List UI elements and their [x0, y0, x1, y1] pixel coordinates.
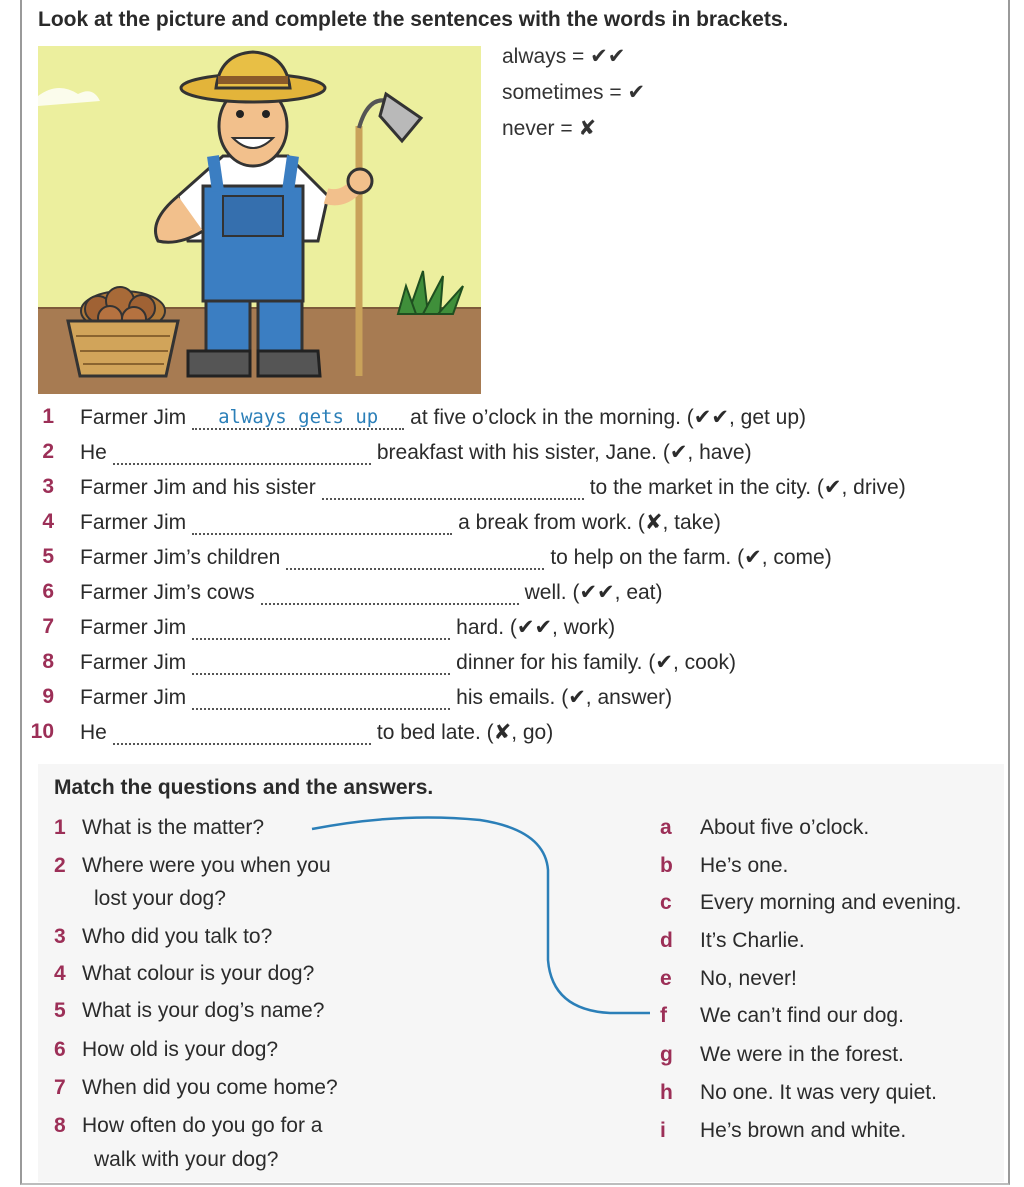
answer-blank-7[interactable] — [192, 618, 450, 640]
question-5: 5 What is your dog’s name? — [54, 999, 325, 1022]
answer-blank-10[interactable] — [113, 723, 371, 745]
answer-a: a About five o’clock. — [660, 816, 870, 839]
question-3: 3 Who did you talk to? — [54, 925, 273, 948]
exercise-1-list — [30, 405, 1020, 755]
answer-e: e No, never! — [660, 967, 797, 990]
farmer-illustration — [38, 46, 481, 394]
answer-d: d It’s Charlie. — [660, 929, 805, 952]
question-8: 8 How often do you go for a — [54, 1114, 323, 1137]
question-4: 4 What colour is your dog? — [54, 962, 315, 985]
answer-f: f We can’t find our dog. — [660, 1004, 904, 1027]
sentence-6: 6 Farmer Jim’s cows well. (✔✔, eat) — [42, 580, 663, 604]
sentence-8: 8 Farmer Jim dinner for his family. (✔, cook) — [42, 650, 736, 674]
answer-blank-3[interactable] — [322, 478, 584, 500]
exercise-2-title: Match the questions and the answers. — [54, 776, 434, 799]
legend-sometimes: sometimes = ✔ — [502, 81, 646, 104]
question-1: 1 What is the matter? — [54, 816, 265, 839]
answer-blank-6[interactable] — [261, 583, 519, 605]
question-2-continued: lost your dog? — [94, 887, 226, 910]
sentence-1: 1 Farmer Jim always gets up at five o’clock in the morning. (✔✔, get up) — [42, 405, 807, 429]
answer-blank-5[interactable] — [286, 548, 544, 570]
answer-blank-8[interactable] — [192, 653, 450, 675]
sentence-10: 10 He to bed late. (✘, go) — [30, 720, 554, 744]
sentence-7: 7 Farmer Jim hard. (✔✔, work) — [42, 615, 616, 639]
question-6: 6 How old is your dog? — [54, 1038, 279, 1061]
answer-h: h No one. It was very quiet. — [660, 1081, 937, 1104]
answer-blank-4[interactable] — [192, 513, 452, 535]
sentence-4: 4 Farmer Jim a break from work. (✘, take) — [42, 510, 721, 534]
answer-blank-1[interactable]: always gets up — [192, 408, 404, 430]
question-8-continued: walk with your dog? — [94, 1148, 279, 1171]
sentence-5: 5 Farmer Jim’s children to help on the farm. (✔, come) — [42, 545, 832, 569]
legend-always: always = ✔✔ — [502, 45, 626, 68]
answer-c: c Every morning and evening. — [660, 891, 962, 914]
question-7: 7 When did you come home? — [54, 1076, 338, 1099]
answer-blank-2[interactable] — [113, 443, 371, 465]
answer-g: g We were in the forest. — [660, 1043, 904, 1066]
sentence-2: 2 He breakfast with his sister, Jane. (✔, have) — [42, 440, 752, 464]
sentence-3: 3 Farmer Jim and his sister to the market in the city. (✔, drive) — [42, 475, 906, 499]
legend-never: never = ✘ — [502, 117, 597, 140]
sentence-9: 9 Farmer Jim his emails. (✔, answer) — [42, 685, 673, 709]
exercise-1-title: Look at the picture and complete the sentences with the words in brackets. — [38, 8, 789, 31]
answer-b: b He’s one. — [660, 854, 789, 877]
answer-i: i He’s brown and white. — [660, 1119, 907, 1142]
question-2: 2 Where were you when you — [54, 854, 331, 877]
answer-blank-9[interactable] — [192, 688, 450, 710]
